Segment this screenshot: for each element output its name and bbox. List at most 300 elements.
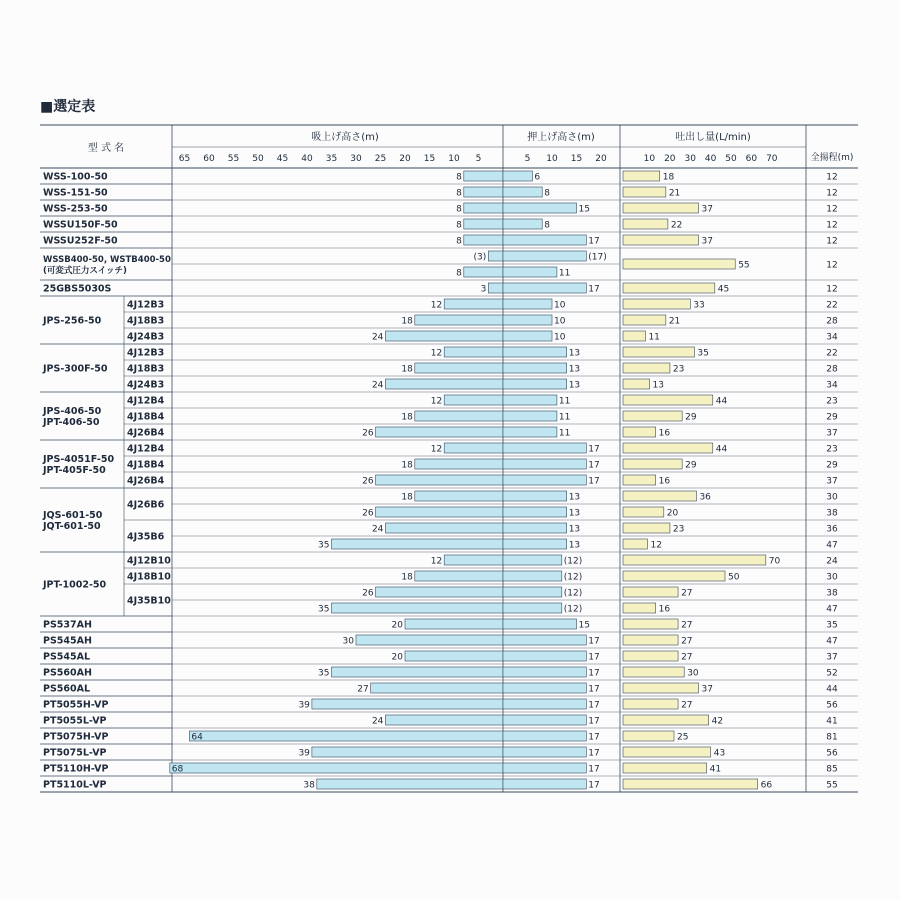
- push-bar: [503, 651, 586, 661]
- suction-tick-label: 5: [475, 154, 482, 164]
- suction-value-label: 64: [191, 732, 203, 743]
- suction-value-label: 35: [318, 668, 330, 679]
- model-name: PS545AH: [43, 635, 92, 647]
- model-name: JPS-300F-50: [43, 363, 108, 375]
- model-name: JPS-256-50: [43, 315, 102, 327]
- suction-bar: [170, 763, 503, 773]
- total-head-value: 56: [826, 748, 838, 759]
- total-head-value: 12: [826, 172, 838, 183]
- model-name: WSSU252F-50: [43, 235, 118, 247]
- total-head-value: 12: [826, 204, 838, 215]
- suction-bar: [488, 283, 503, 293]
- suction-bar: [415, 363, 503, 373]
- push-value-label: 17: [588, 636, 600, 647]
- suction-tick-label: 60: [203, 154, 215, 164]
- push-tick-label: 10: [546, 154, 558, 164]
- model-name: JQT-601-50: [43, 521, 101, 532]
- model-name: WSSU150F-50: [43, 219, 118, 231]
- discharge-bar: [623, 187, 666, 197]
- model-name: PT5055L-VP: [43, 715, 107, 727]
- total-head-value: 35: [826, 620, 838, 631]
- model-name: JPT-406-50: [43, 417, 100, 428]
- discharge-bar: [623, 523, 670, 533]
- push-bar: [503, 587, 562, 597]
- total-head-value: 22: [826, 348, 838, 359]
- discharge-bar: [623, 395, 713, 405]
- discharge-bar: [623, 411, 682, 421]
- discharge-value-label: 33: [693, 300, 705, 311]
- discharge-value-label: 13: [652, 380, 664, 391]
- model-name: PT5075L-VP: [43, 747, 107, 759]
- discharge-bar: [623, 651, 678, 661]
- suction-tick-label: 45: [276, 154, 289, 164]
- discharge-bar: [623, 571, 725, 581]
- discharge-bar: [623, 715, 709, 725]
- discharge-bar: [623, 315, 666, 325]
- push-bar: [503, 603, 562, 613]
- discharge-bar: [623, 459, 682, 469]
- model-name: PT5110L-VP: [43, 779, 107, 791]
- suction-bar: [444, 555, 503, 565]
- suction-bar: [444, 299, 503, 309]
- suction-value-label: (3): [473, 252, 487, 263]
- push-value-label: 10: [554, 332, 566, 343]
- submodel-name: 4J18B4: [127, 459, 165, 471]
- discharge-value-label: 11: [648, 332, 660, 343]
- push-bar: [503, 731, 586, 741]
- suction-tick-label: 15: [423, 154, 436, 164]
- suction-bar: [464, 203, 503, 213]
- model-name: PS537AH: [43, 619, 92, 631]
- push-value-label: 13: [568, 540, 581, 551]
- discharge-value-label: 21: [668, 188, 681, 199]
- submodel-name: 4J18B4: [127, 411, 165, 423]
- discharge-bar: [623, 619, 678, 629]
- push-bar: [503, 699, 586, 709]
- suction-tick-label: 10: [448, 154, 460, 164]
- push-value-label: (12): [563, 572, 583, 583]
- push-value-label: 13: [568, 348, 581, 359]
- model-name: PT5075H-VP: [43, 731, 109, 743]
- model-name: PT5110H-VP: [43, 763, 109, 775]
- discharge-value-label: 27: [681, 652, 693, 663]
- push-value-label: 17: [588, 460, 600, 471]
- discharge-bar: [623, 299, 690, 309]
- discharge-value-label: 16: [658, 428, 671, 439]
- push-bar: [503, 299, 552, 309]
- push-header: 押上げ高さ(m): [527, 132, 595, 143]
- push-value-label: 13: [568, 524, 581, 535]
- push-bar: [503, 475, 586, 485]
- submodel-name: 4J18B3: [127, 315, 165, 327]
- discharge-bar: [623, 203, 698, 213]
- discharge-bar: [623, 443, 713, 453]
- total-head-value: 12: [826, 220, 838, 231]
- push-bar: [503, 235, 586, 245]
- total-head-value: 28: [826, 316, 838, 327]
- push-value-label: 8: [544, 220, 550, 231]
- push-tick-label: 5: [524, 154, 531, 164]
- model-name: PS560AH: [43, 667, 92, 679]
- push-bar: [503, 571, 562, 581]
- push-value-label: 11: [558, 412, 571, 423]
- push-bar: [503, 363, 567, 373]
- push-value-label: 17: [588, 668, 600, 679]
- push-bar: [503, 523, 567, 533]
- push-bar: [503, 187, 542, 197]
- push-value-label: 17: [588, 716, 600, 727]
- discharge-value-label: 66: [760, 780, 773, 791]
- suction-bar: [332, 667, 504, 677]
- push-value-label: 17: [588, 732, 600, 743]
- suction-value-label: 24: [371, 524, 384, 535]
- push-bar: [503, 347, 567, 357]
- push-bar: [503, 171, 532, 181]
- push-value-label: 10: [554, 316, 566, 327]
- model-name: JPT-1002-50: [43, 579, 107, 591]
- total-head-value: 29: [826, 460, 838, 471]
- model-name: PT5055H-VP: [43, 699, 109, 711]
- total-head-value: 44: [826, 684, 838, 695]
- model-name: (可変式圧力スイッチ): [43, 266, 127, 276]
- push-value-label: 15: [578, 204, 590, 215]
- suction-bar: [444, 395, 503, 405]
- submodel-name: 4J12B4: [127, 443, 165, 455]
- push-bar: [503, 315, 552, 325]
- submodel-name: 4J24B3: [127, 379, 165, 391]
- push-bar: [503, 443, 586, 453]
- discharge-value-label: 43: [713, 748, 726, 759]
- discharge-bar: [623, 587, 678, 597]
- push-bar: [503, 507, 567, 517]
- total-head-value: 56: [826, 700, 838, 711]
- model-name: 25GBS5030S: [43, 283, 112, 295]
- suction-bar: [444, 443, 503, 453]
- suction-value-label: 26: [362, 588, 374, 599]
- push-bar: [503, 715, 586, 725]
- submodel-name: 4J12B10: [127, 555, 171, 567]
- push-value-label: 11: [558, 268, 571, 279]
- push-bar: [503, 379, 567, 389]
- total-head-value: 29: [826, 412, 838, 423]
- model-name: JPS-406-50: [43, 406, 102, 417]
- push-value-label: 17: [588, 652, 600, 663]
- discharge-value-label: 35: [697, 348, 709, 359]
- suction-value-label: 8: [456, 188, 462, 199]
- push-bar: [503, 747, 586, 757]
- discharge-tick-label: 10: [643, 154, 656, 164]
- discharge-value-label: 37: [701, 684, 713, 695]
- discharge-value-label: 27: [681, 588, 693, 599]
- push-bar: [503, 683, 586, 693]
- total-head-value: 47: [826, 636, 838, 647]
- push-bar: [503, 491, 567, 501]
- push-bar: [503, 203, 577, 213]
- push-bar: [503, 779, 586, 789]
- page-title: ■選定表: [40, 99, 96, 115]
- discharge-bar: [623, 731, 674, 741]
- push-bar: [503, 667, 586, 677]
- discharge-bar: [623, 539, 647, 549]
- suction-bar: [376, 587, 503, 597]
- total-head-value: 85: [826, 764, 838, 775]
- discharge-bar: [623, 475, 656, 485]
- suction-bar: [415, 459, 503, 469]
- model-name: JPS-4051F-50: [43, 454, 115, 465]
- suction-value-label: 18: [401, 572, 413, 583]
- discharge-value-label: 23: [672, 364, 685, 375]
- suction-bar: [376, 427, 503, 437]
- total-head-value: 28: [826, 364, 838, 375]
- total-head-value: 37: [826, 652, 838, 663]
- suction-value-label: 24: [371, 332, 384, 343]
- suction-value-label: 20: [391, 652, 403, 663]
- push-value-label: 17: [588, 684, 600, 695]
- suction-bar: [385, 715, 503, 725]
- push-value-label: 11: [558, 396, 571, 407]
- suction-bar: [332, 539, 504, 549]
- suction-bar: [385, 523, 503, 533]
- discharge-value-label: 45: [717, 284, 730, 295]
- total-head-header: 全揚程(m): [810, 153, 854, 163]
- model-name: WSS-151-50: [43, 187, 108, 199]
- submodel-name: 4J35B10: [127, 595, 171, 607]
- discharge-value-label: 20: [666, 508, 679, 519]
- push-value-label: 17: [588, 444, 600, 455]
- push-value-label: 17: [588, 780, 600, 791]
- push-bar: [503, 331, 552, 341]
- total-head-value: 36: [826, 524, 838, 535]
- discharge-tick-label: 60: [745, 154, 758, 164]
- discharge-value-label: 30: [687, 668, 699, 679]
- total-head-value: 38: [826, 508, 838, 519]
- total-head-value: 30: [826, 492, 838, 503]
- discharge-bar: [623, 491, 696, 501]
- discharge-value-label: 37: [701, 204, 713, 215]
- suction-bar: [385, 331, 503, 341]
- suction-value-label: 18: [401, 316, 413, 327]
- push-tick-label: 20: [595, 154, 607, 164]
- discharge-value-label: 27: [681, 620, 693, 631]
- discharge-tick-label: 40: [704, 154, 717, 164]
- total-head-value: 23: [826, 396, 838, 407]
- submodel-name: 4J12B4: [127, 395, 165, 407]
- suction-value-label: 12: [430, 300, 443, 311]
- discharge-value-label: 22: [670, 220, 683, 231]
- suction-bar: [444, 347, 503, 357]
- discharge-bar: [623, 603, 656, 613]
- suction-bar: [415, 571, 503, 581]
- discharge-value-label: 27: [681, 700, 693, 711]
- total-head-value: 81: [826, 732, 838, 743]
- suction-bar: [371, 683, 503, 693]
- push-value-label: 11: [558, 428, 571, 439]
- suction-bar: [317, 779, 503, 789]
- total-head-value: 12: [826, 260, 838, 271]
- suction-bar: [464, 187, 503, 197]
- discharge-tick-label: 50: [725, 154, 737, 164]
- discharge-bar: [623, 347, 694, 357]
- discharge-value-label: 41: [709, 764, 722, 775]
- suction-bar: [405, 651, 503, 661]
- push-bar: [503, 763, 586, 773]
- discharge-value-label: 27: [681, 636, 693, 647]
- push-value-label: 17: [588, 284, 600, 295]
- discharge-value-label: 44: [715, 444, 728, 455]
- model-name: WSSB400-50, WSTB400-50: [43, 255, 171, 265]
- total-head-value: 55: [826, 780, 838, 791]
- suction-value-label: 38: [303, 780, 315, 791]
- discharge-bar: [623, 171, 660, 181]
- push-value-label: 6: [534, 172, 541, 183]
- total-head-value: 12: [826, 188, 838, 199]
- suction-tick-label: 50: [252, 154, 264, 164]
- total-head-value: 22: [826, 300, 838, 311]
- total-head-value: 24: [826, 556, 838, 567]
- discharge-value-label: 55: [738, 260, 750, 271]
- suction-value-label: 8: [456, 268, 462, 279]
- suction-value-label: 68: [171, 764, 184, 775]
- push-value-label: 13: [568, 364, 581, 375]
- total-head-value: 12: [826, 236, 838, 247]
- discharge-value-label: 12: [650, 540, 662, 551]
- suction-value-label: 8: [456, 172, 462, 183]
- push-value-label: 17: [588, 748, 600, 759]
- discharge-bar: [623, 331, 645, 341]
- suction-bar: [376, 507, 503, 517]
- total-head-value: 23: [826, 444, 838, 455]
- suction-bar: [464, 171, 503, 181]
- suction-value-label: 3: [480, 284, 487, 295]
- push-bar: [503, 251, 586, 261]
- discharge-bar: [623, 507, 664, 517]
- discharge-bar: [623, 283, 715, 293]
- suction-tick-label: 30: [350, 154, 362, 164]
- push-bar: [503, 267, 557, 277]
- suction-value-label: 24: [371, 716, 384, 727]
- total-head-value: 38: [826, 588, 838, 599]
- push-bar: [503, 539, 567, 549]
- discharge-header: 吐出し量(L/min): [675, 132, 751, 143]
- suction-value-label: 20: [391, 620, 403, 631]
- submodel-name: 4J24B3: [127, 331, 165, 343]
- discharge-bar: [623, 219, 668, 229]
- push-value-label: 10: [554, 300, 566, 311]
- suction-value-label: 26: [362, 476, 374, 487]
- suction-value-label: 30: [342, 636, 354, 647]
- push-value-label: 17: [588, 476, 600, 487]
- discharge-value-label: 23: [672, 524, 685, 535]
- total-head-value: 37: [826, 428, 838, 439]
- discharge-value-label: 50: [728, 572, 740, 583]
- submodel-name: 4J26B4: [127, 475, 165, 487]
- push-value-label: 15: [578, 620, 590, 631]
- push-bar: [503, 459, 586, 469]
- discharge-bar: [623, 763, 707, 773]
- push-value-label: 13: [568, 380, 581, 391]
- model-name: PS560AL: [43, 683, 91, 695]
- suction-tick-label: 40: [301, 154, 313, 164]
- suction-value-label: 12: [430, 396, 443, 407]
- total-head-value: 47: [826, 540, 838, 551]
- total-head-value: 34: [826, 332, 838, 343]
- discharge-bar: [623, 235, 698, 245]
- suction-bar: [312, 699, 503, 709]
- discharge-value-label: 70: [768, 556, 781, 567]
- model-name: JQS-601-50: [43, 510, 103, 521]
- suction-bar: [415, 411, 503, 421]
- suction-value-label: 26: [362, 428, 374, 439]
- push-bar: [503, 395, 557, 405]
- total-head-value: 34: [826, 380, 838, 391]
- model-header: 型 式 名: [87, 143, 125, 154]
- suction-value-label: 18: [401, 412, 413, 423]
- submodel-name: 4J12B3: [127, 299, 165, 311]
- submodel-name: 4J18B3: [127, 363, 165, 375]
- discharge-bar: [623, 635, 678, 645]
- suction-value-label: 12: [430, 556, 443, 567]
- suction-value-label: 27: [357, 684, 369, 695]
- total-head-value: 52: [826, 668, 838, 679]
- total-head-value: 30: [826, 572, 838, 583]
- suction-value-label: 18: [401, 364, 413, 375]
- push-bar: [503, 427, 557, 437]
- suction-bar: [332, 603, 504, 613]
- discharge-value-label: 36: [699, 492, 711, 503]
- push-value-label: 17: [588, 236, 600, 247]
- suction-bar: [189, 731, 503, 741]
- suction-value-label: 24: [371, 380, 384, 391]
- submodel-name: 4J35B6: [127, 531, 165, 543]
- discharge-value-label: 16: [658, 476, 671, 487]
- suction-value-label: 39: [298, 700, 310, 711]
- push-bar: [503, 219, 542, 229]
- submodel-name: 4J26B4: [127, 427, 165, 439]
- total-head-value: 37: [826, 476, 838, 487]
- suction-value-label: 39: [298, 748, 310, 759]
- suction-bar: [464, 219, 503, 229]
- suction-bar: [385, 379, 503, 389]
- push-value-label: 13: [568, 492, 581, 503]
- discharge-bar: [623, 427, 656, 437]
- model-name: WSS-253-50: [43, 203, 108, 215]
- suction-value-label: 18: [401, 460, 413, 471]
- model-name: JPT-405F-50: [43, 465, 106, 476]
- suction-bar: [405, 619, 503, 629]
- discharge-tick-label: 30: [684, 154, 696, 164]
- push-value-label: (12): [563, 588, 583, 599]
- suction-tick-label: 65: [178, 154, 191, 164]
- discharge-bar: [623, 363, 670, 373]
- discharge-bar: [623, 555, 766, 565]
- discharge-bar: [623, 379, 650, 389]
- discharge-value-label: 29: [685, 460, 697, 471]
- model-name: WSS-100-50: [43, 171, 108, 183]
- suction-value-label: 18: [401, 492, 413, 503]
- suction-tick-label: 25: [374, 154, 387, 164]
- submodel-name: 4J12B3: [127, 347, 165, 359]
- suction-tick-label: 20: [399, 154, 411, 164]
- suction-tick-label: 55: [227, 154, 240, 164]
- suction-bar: [488, 251, 503, 261]
- push-bar: [503, 555, 562, 565]
- total-head-value: 41: [826, 716, 838, 727]
- discharge-bar: [623, 747, 711, 757]
- suction-bar: [356, 635, 503, 645]
- suction-value-label: 8: [456, 236, 462, 247]
- discharge-bar: [623, 259, 735, 269]
- suction-tick-label: 35: [325, 154, 338, 164]
